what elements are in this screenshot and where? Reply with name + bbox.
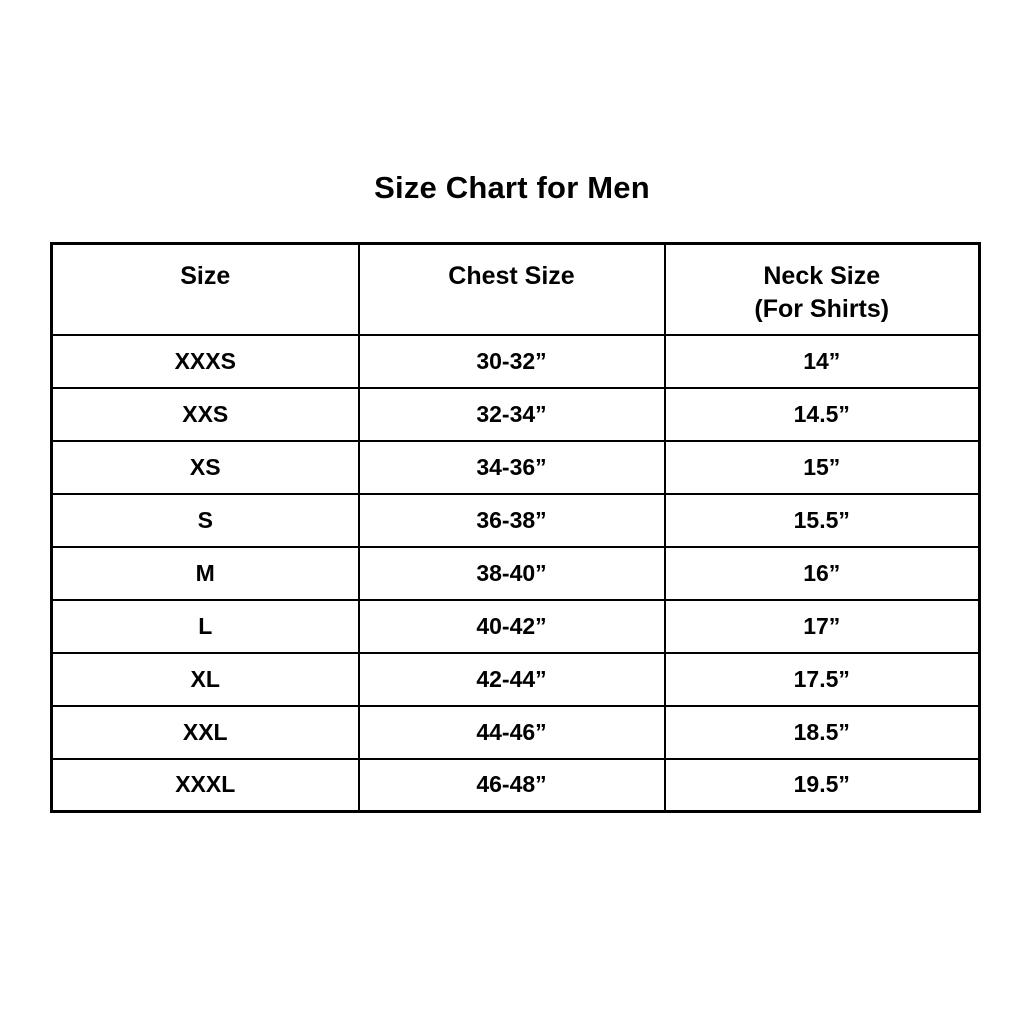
neck-size-cell: 14.5”	[665, 388, 980, 441]
table-row	[52, 547, 980, 600]
chest-size-cell: 36-38”	[359, 494, 665, 547]
size-cell: XXS	[52, 388, 359, 441]
header-row	[52, 244, 980, 335]
table-row	[52, 706, 980, 759]
chest-size-cell: 30-32”	[359, 335, 665, 388]
table-row	[52, 441, 980, 494]
chest-size-cell: 44-46”	[359, 706, 665, 759]
neck-size-cell: 16”	[665, 547, 980, 600]
size-cell: XXL	[52, 706, 359, 759]
header-neck-size	[665, 244, 980, 335]
table-row	[52, 335, 980, 388]
chest-size-cell: 40-42”	[359, 600, 665, 653]
neck-size-cell: 15”	[665, 441, 980, 494]
header-size	[52, 244, 359, 335]
table-body	[52, 335, 980, 812]
size-cell: XXXS	[52, 335, 359, 388]
header-chest-size	[359, 244, 665, 335]
size-cell: M	[52, 547, 359, 600]
chest-size-cell: 46-48”	[359, 759, 665, 812]
header-neck-size-label: Neck Size	[763, 262, 881, 290]
table-row	[52, 388, 980, 441]
table-row	[52, 600, 980, 653]
chest-size-cell: 34-36”	[359, 441, 665, 494]
header-chest-size-label: Chest Size	[448, 262, 575, 290]
table-row	[52, 759, 980, 812]
neck-size-cell: 15.5”	[665, 494, 980, 547]
size-cell: L	[52, 600, 359, 653]
header-neck-size-sublabel: (For Shirts)	[754, 295, 890, 323]
neck-size-cell: 14”	[665, 335, 980, 388]
table-row	[52, 653, 980, 706]
size-cell: S	[52, 494, 359, 547]
table-header	[52, 244, 980, 335]
table-row	[52, 494, 980, 547]
chest-size-cell: 32-34”	[359, 388, 665, 441]
size-cell: XS	[52, 441, 359, 494]
header-size-label: Size	[180, 262, 231, 290]
neck-size-cell: 17”	[665, 600, 980, 653]
neck-size-cell: 19.5”	[665, 759, 980, 812]
page-title: Size Chart for Men	[374, 170, 650, 205]
chest-size-cell: 42-44”	[359, 653, 665, 706]
neck-size-cell: 17.5”	[665, 653, 980, 706]
size-chart-table	[50, 242, 981, 813]
size-cell: XXXL	[52, 759, 359, 812]
chest-size-cell: 38-40”	[359, 547, 665, 600]
size-cell: XL	[52, 653, 359, 706]
neck-size-cell: 18.5”	[665, 706, 980, 759]
